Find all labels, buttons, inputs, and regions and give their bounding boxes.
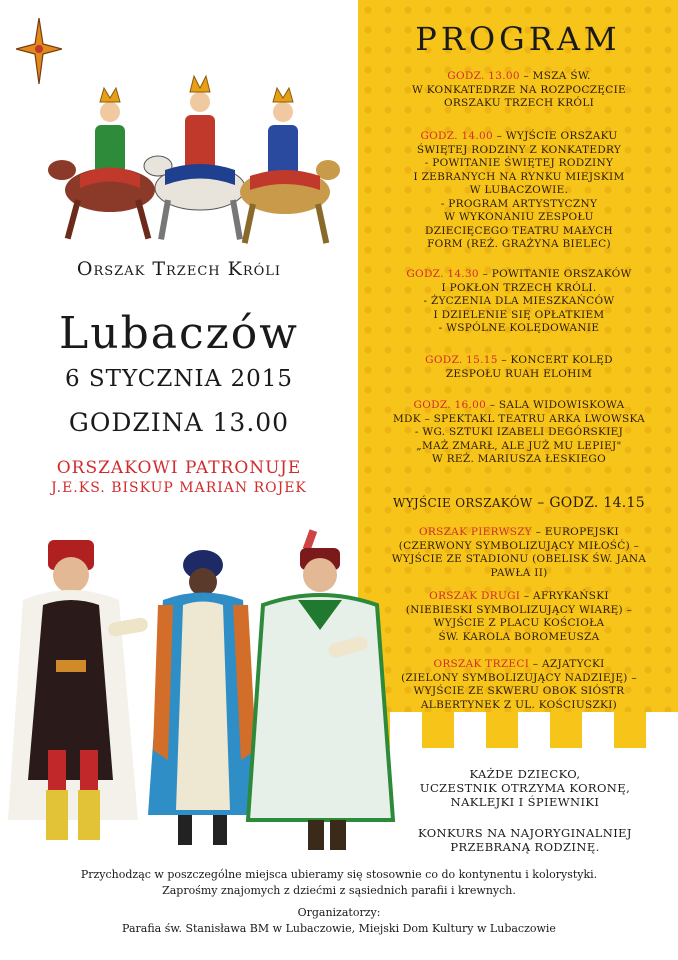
program-line: - WG. SZTUKI IZABELI DEGÓRSKIEJ bbox=[414, 426, 624, 438]
kids-note bbox=[380, 767, 670, 809]
program-line: W LUBACZOWIE. bbox=[469, 184, 569, 196]
procession-line: PAWŁA II) bbox=[490, 566, 548, 579]
procession-name: ORSZAK PIERWSZY bbox=[418, 526, 533, 538]
program-line: I ZEBRANYCH NA RYNKU MIEJSKIM bbox=[413, 170, 625, 183]
program-time: GODZ. 15.15 bbox=[425, 354, 498, 366]
program-line: W REŻ. MARIUSZA ŁESKIEGO bbox=[431, 453, 607, 465]
program-item-1 bbox=[366, 70, 672, 111]
footer-line-1: Przychodząc w poszczególne miejsca ubieramy się stosownie co do kontynentu i kolorystyki. bbox=[80, 868, 598, 881]
king-figure-middle bbox=[148, 550, 258, 845]
program-title: PROGRAM bbox=[415, 20, 621, 58]
program-line: ZESPOŁU RUAH ELOHIM bbox=[445, 367, 593, 380]
footer-line-2: Zaprośmy znajomych z dziećmi z sąsiednich parafii i krewnych. bbox=[162, 884, 516, 897]
program-line: - WSPÓLNE KOLĘDOWANIE bbox=[438, 322, 600, 334]
program-item-2 bbox=[366, 130, 672, 252]
contest-note bbox=[380, 826, 670, 854]
program-line: - PROGRAM ARTYSTYCZNY bbox=[440, 197, 598, 210]
program-text: – WYJŚCIE ORSZAKU bbox=[493, 130, 618, 142]
procession-name: ORSZAK DRUGI bbox=[429, 590, 521, 602]
note-line: KAŻDE DZIECKO, bbox=[469, 767, 581, 781]
procession-1 bbox=[366, 526, 672, 580]
king-2 bbox=[144, 76, 245, 240]
program-line: ORSZAKU TRZECH KRÓLI bbox=[443, 97, 595, 109]
program-line: I POKŁON TRZECH KRÓLI. bbox=[441, 281, 597, 294]
program-line: MDK – SPEKTAKL TEATRU ARKA LWOWSKA bbox=[392, 412, 646, 425]
procession-line: WYJŚCIE ZE STADIONU (OBELISK ŚW. JANA bbox=[391, 553, 647, 565]
program-line: W WYKONANIU ZESPOŁU bbox=[444, 211, 594, 223]
program-line: „MAŻ ZMARŁ, ALE JUŻ MU LEPIEJ" bbox=[416, 439, 622, 452]
note-line: KONKURS NA NAJORYGINALNIEJ bbox=[418, 826, 632, 840]
procession-line: ŚW. KAROLA BOROMEUSZA bbox=[438, 630, 600, 643]
program-text: – MSZA ŚW. bbox=[519, 70, 591, 82]
battlement bbox=[486, 712, 518, 748]
organizers-text: Parafia św. Stanisława BM w Lubaczowie, Miejski Dom Kultury w Lubaczowie bbox=[122, 922, 556, 935]
procession-line: (ZIELONY SYMBOLIZUJĄCY NADZIEJĘ) – bbox=[401, 671, 637, 684]
departure-time: – GODZ. 14.15 bbox=[532, 495, 645, 511]
program-line: - POWITANIE ŚWIĘTEJ RODZINY bbox=[424, 157, 614, 169]
program-text: – POWITANIE ORSZAKÓW bbox=[478, 268, 632, 280]
patron-heading: ORSZAKOWI PATRONUJE bbox=[56, 458, 302, 478]
event-title: Orszak Trzech Króli bbox=[76, 258, 282, 280]
battlement bbox=[614, 712, 646, 748]
king-figure-left bbox=[8, 540, 149, 840]
event-date: 6 STYCZNIA 2015 bbox=[64, 366, 294, 392]
program-text: – SALA WIDOWISKOWA bbox=[486, 399, 625, 411]
program-text: – KONCERT KOLĘD bbox=[497, 354, 613, 366]
program-line: ŚWIĘTEJ RODZINY Z KONKATEDRY bbox=[416, 143, 622, 156]
program-line: W KONKATEDRZE NA ROZPOCZĘCIE bbox=[411, 83, 627, 96]
program-time: GODZ. 14.30 bbox=[406, 268, 479, 280]
event-hour: GODZINA 13.00 bbox=[68, 408, 290, 437]
note-line: NAKLEJKI I ŚPIEWNIKI bbox=[450, 795, 600, 809]
battlement bbox=[422, 712, 454, 748]
battlement bbox=[550, 712, 582, 748]
procession-2 bbox=[366, 590, 672, 644]
program-line: I DZIELENIE SIĘ OPŁATKIEM bbox=[433, 308, 605, 321]
program-line: - ŻYCZENIA DLA MIESZKAŃCÓW bbox=[423, 295, 615, 307]
procession-text: – EUROPEJSKI bbox=[532, 526, 620, 538]
procession-line: ALBERTYNEK Z UL. KOŚCIUSZKI) bbox=[420, 698, 618, 711]
program-time: GODZ. 16.00 bbox=[413, 399, 487, 411]
program-line: DZIECIĘCEGO TEATRU MAŁYCH bbox=[425, 224, 613, 237]
note-line: UCZESTNIK OTRZYMA KORONĘ, bbox=[419, 781, 631, 795]
procession-text: – AFRYKAŃSKI bbox=[520, 590, 609, 602]
departure-label: WYJŚCIE ORSZAKÓW bbox=[393, 496, 533, 510]
city-name: Lubaczów bbox=[59, 308, 299, 359]
organizers-label: Organizatorzy: bbox=[297, 906, 381, 919]
patron-name: J.E.KS. BISKUP MARIAN ROJEK bbox=[51, 480, 307, 496]
program-line: FORM (REŻ. GRAŻYNA BIELEC) bbox=[427, 238, 611, 250]
departure-heading bbox=[366, 495, 672, 511]
program-item-5 bbox=[366, 399, 672, 467]
procession-text: – AZJATYCKI bbox=[529, 658, 605, 670]
procession-line: WYJŚCIE Z PLACU KOŚCIOŁA bbox=[433, 617, 605, 629]
program-time: GODZ. 14.00 bbox=[420, 130, 493, 142]
costumed-kings-photo bbox=[8, 520, 398, 870]
procession-name: ORSZAK TRZECI bbox=[433, 658, 530, 670]
king-figure-right bbox=[248, 529, 393, 850]
note-line: PRZEBRANĄ RODZINĘ. bbox=[450, 840, 600, 854]
procession-line: (NIEBIESKI SYMBOLIZUJĄCY WIARĘ) – bbox=[405, 603, 633, 616]
king-3 bbox=[240, 88, 340, 244]
program-time: GODZ. 13.00 bbox=[447, 70, 520, 82]
procession-line: WYJŚCIE ZE SKWERU OBOK SIÓSTR bbox=[413, 685, 625, 697]
king-1 bbox=[48, 88, 155, 239]
program-item-4 bbox=[366, 354, 672, 381]
program-item-3 bbox=[366, 268, 672, 336]
procession-3 bbox=[366, 658, 672, 712]
three-kings-illustration bbox=[40, 70, 340, 250]
procession-line: (CZERWONY SYMBOLIZUJĄCY MIŁOŚĆ) – bbox=[398, 539, 640, 552]
